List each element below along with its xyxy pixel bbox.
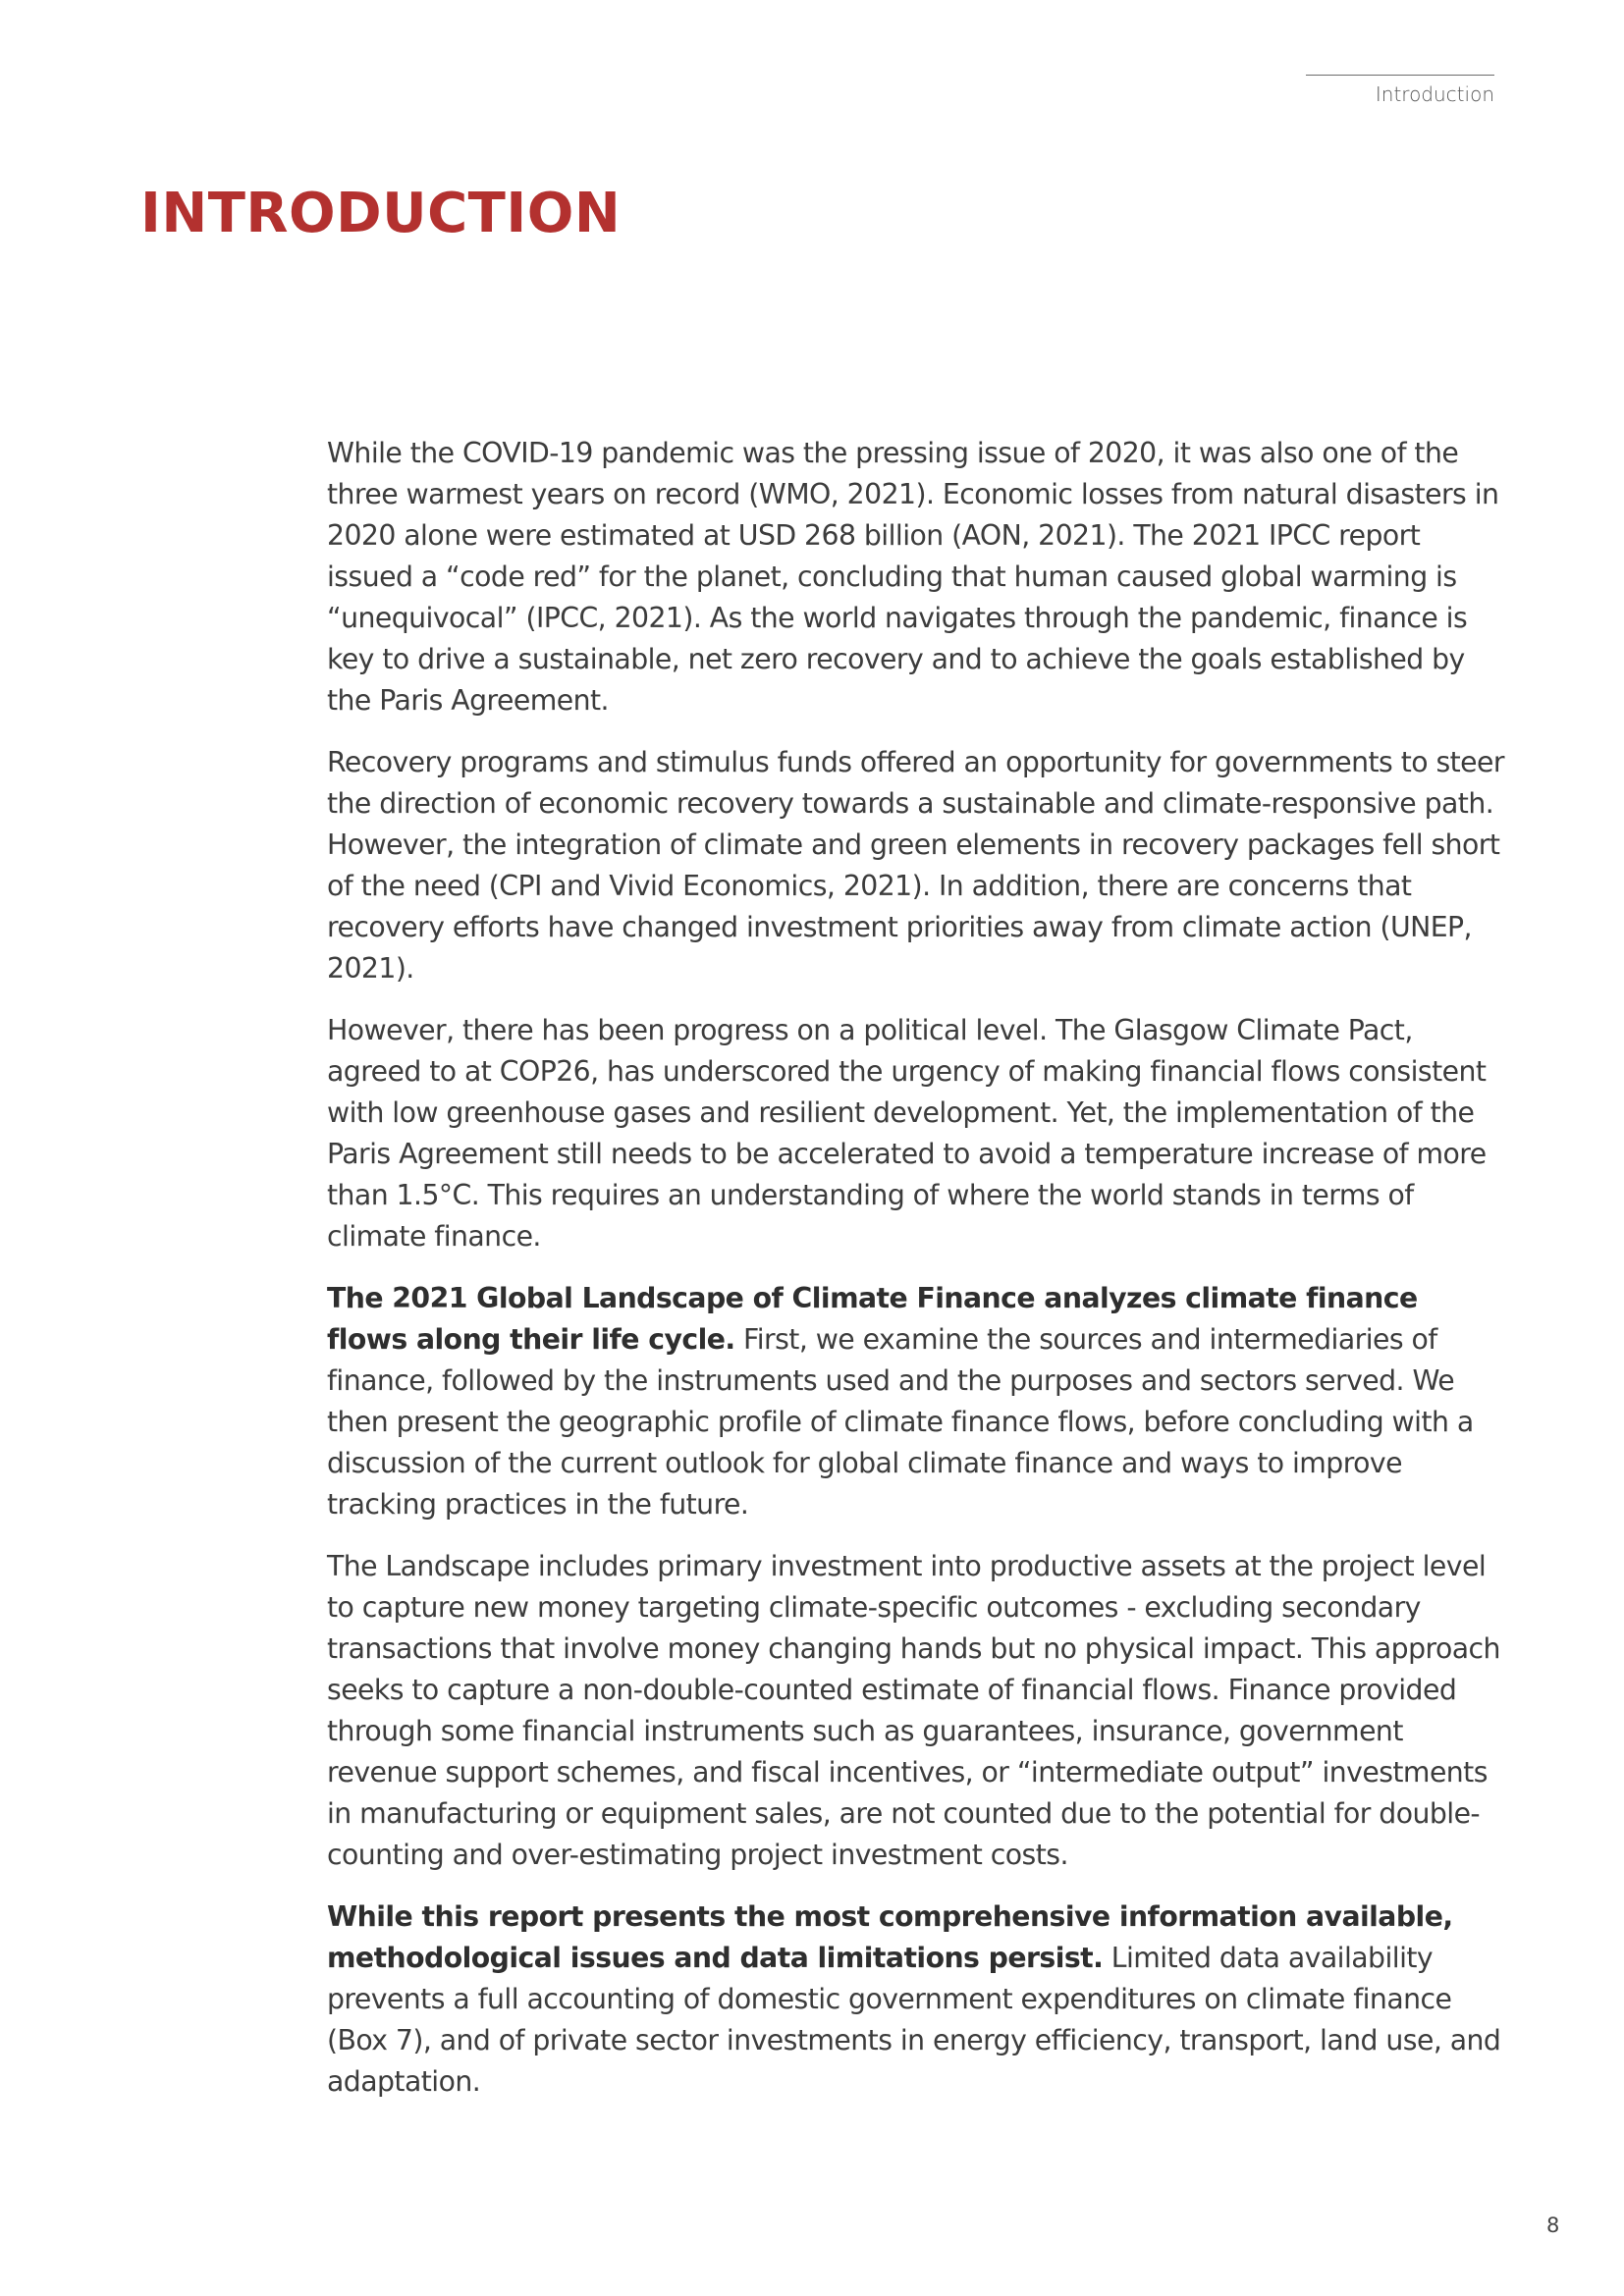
paragraph-text: First, we examine the sources and intermediaries of finance, followed by the instruments used and the purposes and sectors served. We then present the geographic profile of climate finance flows, before concluding with a discussion of the current outlook for global climate finance and ways to improve tracking practices in the future. <box>327 1323 1474 1521</box>
paragraph-2 <box>327 742 1505 989</box>
paragraph-text: Limited data availability prevents a full accounting of domestic government expenditures on climate finance (Box 7), and of private sector investments in energy efficiency, transport, land use, and adaptation. <box>327 1942 1501 2098</box>
page-title: INTRODUCTION <box>140 182 622 245</box>
running-head <box>1306 75 1494 106</box>
running-head-text: Introduction <box>1375 82 1494 106</box>
paragraph-1 <box>327 433 1505 721</box>
paragraph-lead: While this report presents the most comprehensive information available, methodological issues and data limitations persist. <box>327 1900 1453 1974</box>
paragraph-3 <box>327 1010 1505 1257</box>
paragraph-4 <box>327 1278 1505 1525</box>
paragraph-text: Recovery programs and stimulus funds offered an opportunity for governments to steer the direction of economic recovery towards a sustainable and climate-responsive path. However, the integration of climate and green elements in recovery packages fell short of the need (CPI and Vivid Economics, 2021). In addition, there are concerns that recovery efforts have changed investment priorities away from climate action (UNEP, 2021). <box>327 746 1504 985</box>
body-text <box>327 433 1505 2123</box>
paragraph-text: However, there has been progress on a political level. The Glasgow Climate Pact, agreed to at COP26, has underscored the urgency of making financial flows consistent with low greenhouse gases and resilient development. Yet, the implementation of the Paris Agreement still needs to be accelerated to avoid a temperature increase of more than 1.5°C. This requires an understanding of where the world stands in terms of climate finance. <box>327 1014 1487 1253</box>
page-number: 8 <box>1546 2214 1560 2237</box>
paragraph-text: The Landscape includes primary investment into productive assets at the project level to capture new money targeting climate-specific outcomes - excluding secondary transactions that involve money changing hands but no physical impact. This approach seeks to capture a non-double-counted estimate of financial flows. Finance provided through some financial instruments such as guarantees, insurance, government revenue support schemes, and fiscal incentives, or “intermediate output” investments in manufacturing or equipment sales, are not counted due to the potential for double-counting and over-estimating project investment costs. <box>327 1550 1500 1871</box>
paragraph-5 <box>327 1546 1505 1876</box>
paragraph-6 <box>327 1896 1505 2103</box>
paragraph-text: While the COVID-19 pandemic was the pressing issue of 2020, it was also one of the three warmest years on record (WMO, 2021). Economic losses from natural disasters in 2020 alone were estimated at USD 268 billion (AON, 2021). The 2021 IPCC report issued a “code red” for the planet, concluding that human caused global warming is “unequivocal” (IPCC, 2021). As the world navigates through the pandemic, finance is key to drive a sustainable, net zero recovery and to achieve the goals established by the Paris Agreement. <box>327 437 1499 717</box>
paragraph-lead: The 2021 Global Landscape of Climate Finance analyzes climate finance flows along their life cycle. <box>327 1282 1418 1356</box>
